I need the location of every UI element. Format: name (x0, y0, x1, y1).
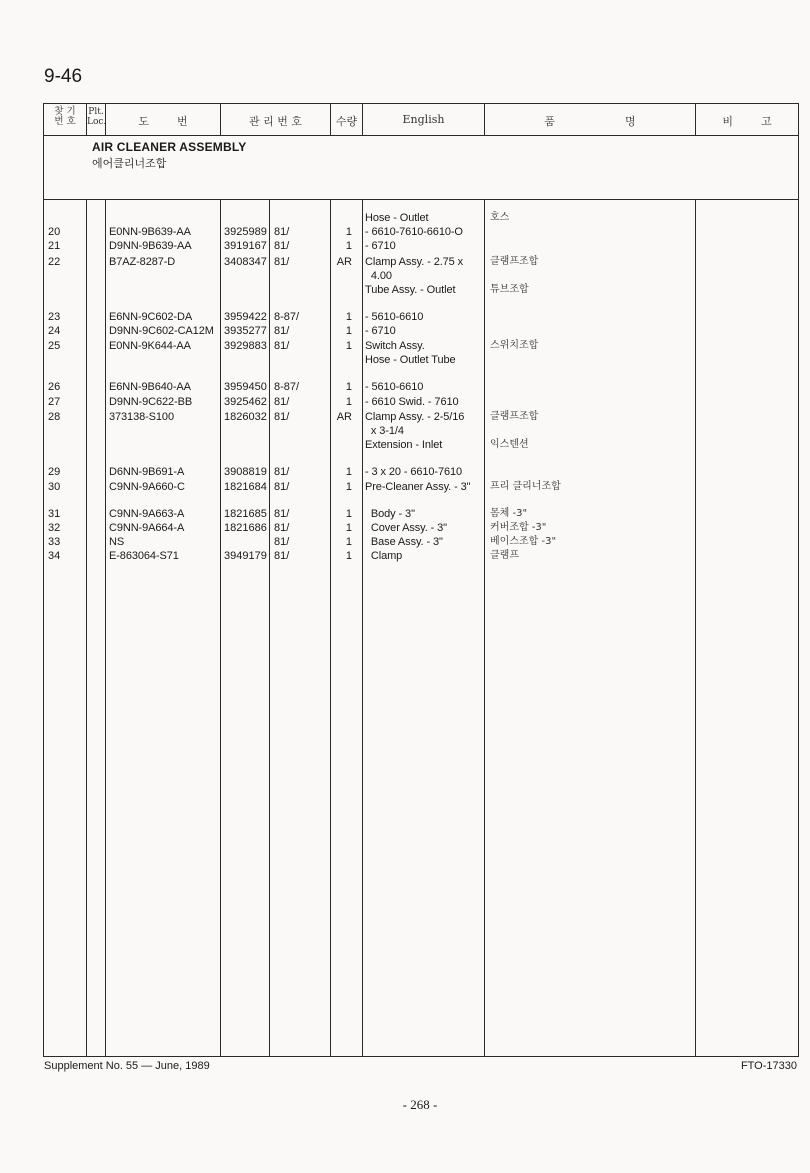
quantity: 1 (345, 381, 352, 393)
management-code: 81/ (274, 256, 290, 268)
header-qty: 수량 (335, 115, 358, 128)
english-description: Cover Assy. - 3" (365, 522, 447, 534)
management-number: 1821685 (224, 508, 267, 520)
ref-number: 23 (48, 311, 61, 323)
part-number: E0NN-9B639-AA (109, 226, 191, 238)
ref-number: 32 (48, 522, 61, 534)
footer-doc-number: FTO-17330 (740, 1060, 797, 1072)
management-number: 3959422 (224, 311, 267, 323)
korean-name: 프리 클리너조합 (490, 481, 561, 492)
table-right-border (798, 103, 799, 1056)
english-description: - 6610 Swid. - 7610 (365, 396, 459, 408)
ref-number: 21 (48, 240, 61, 252)
english-description: Clamp Assy. - 2-5/16 (365, 411, 465, 423)
part-number: E6NN-9C602-DA (109, 311, 193, 323)
ref-number: 26 (48, 381, 61, 393)
english-description: Pre-Cleaner Assy. - 3" (365, 481, 471, 493)
english-description: Clamp (365, 550, 403, 562)
korean-name: 튜브조합 (490, 284, 529, 295)
english-description: x 3-1/4 (365, 425, 404, 437)
ref-number: 25 (48, 340, 61, 352)
korean-name: 클램프조합 (490, 256, 539, 267)
quantity: AR (336, 411, 352, 423)
part-number: C9NN-9A664-A (109, 522, 185, 534)
english-description: - 6710 (365, 325, 396, 337)
ref-number: 33 (48, 536, 61, 548)
management-code: 8-87/ (274, 381, 300, 393)
management-code: 81/ (274, 325, 290, 337)
management-code: 81/ (274, 396, 290, 408)
part-number: D9NN-9B639-AA (109, 240, 192, 252)
quantity: AR (336, 256, 352, 268)
header-ref-no: 찾 기 번 호 (54, 106, 76, 127)
col-divider-mgmt (330, 199, 331, 1056)
management-number: 3959450 (224, 381, 267, 393)
quantity: 1 (345, 466, 352, 478)
ref-number: 30 (48, 481, 61, 493)
part-number: C9NN-9A660-C (109, 481, 185, 493)
management-number: 1826032 (224, 411, 267, 423)
management-number: 3919167 (224, 240, 267, 252)
part-number: D9NN-9C622-BB (109, 396, 193, 408)
ref-number: 34 (48, 550, 61, 562)
quantity (332, 269, 352, 283)
english-description: - 5610-6610 (365, 381, 424, 393)
part-number: 373138-S100 (109, 411, 174, 423)
footer-page-number: - 268 - (402, 1097, 438, 1112)
table-bottom-border (43, 1056, 799, 1057)
quantity (332, 424, 352, 438)
ref-number: 24 (48, 325, 61, 337)
section-bottom-border (43, 199, 799, 200)
quantity: 1 (345, 508, 352, 520)
korean-name: 베이스조합 -3" (490, 536, 557, 547)
english-description: Hose - Outlet (365, 212, 429, 224)
ref-number: 20 (48, 226, 61, 238)
english-description: Base Assy. - 3" (365, 536, 443, 548)
quantity: 1 (345, 522, 352, 534)
col-divider-korean (695, 199, 696, 1056)
quantity: 1 (345, 240, 352, 252)
english-description: - 5610-6610 (365, 311, 424, 323)
management-code: 8-87/ (274, 311, 300, 323)
management-code: 81/ (274, 481, 290, 493)
table-left-border (43, 103, 44, 1056)
english-description: - 6610-7610-6610-O (365, 226, 463, 238)
ref-number: 22 (48, 256, 61, 268)
management-code: 81/ (274, 550, 290, 562)
col-divider-ref (86, 199, 87, 1056)
korean-name: 스위치조합 (490, 340, 539, 351)
part-number: E6NN-9B640-AA (109, 381, 191, 393)
page-number: 9-46 (44, 66, 83, 87)
english-description: Switch Assy. (365, 340, 425, 352)
header-drawing: 도 번 (138, 115, 188, 128)
quantity: 1 (345, 325, 352, 337)
management-number: 3925462 (224, 396, 267, 408)
management-number: 3925989 (224, 226, 267, 238)
english-description: Extension - Inlet (365, 439, 443, 451)
col-divider-plt (105, 199, 106, 1056)
english-description: Clamp Assy. - 2.75 x (365, 256, 464, 268)
management-code: 81/ (274, 240, 290, 252)
quantity (332, 211, 352, 225)
korean-name: 익스텐션 (490, 439, 529, 450)
header-korean-name: 품 명 (544, 115, 636, 128)
ref-number: 28 (48, 411, 61, 423)
english-description: 4.00 (365, 270, 392, 282)
management-code: 81/ (274, 536, 290, 548)
section-title-korean: 에어클리너조합 (92, 158, 167, 170)
footer-supplement: Supplement No. 55 — June, 1989 (44, 1060, 210, 1072)
header-plt-loc: Plt. Loc. (87, 107, 107, 127)
ref-number: 27 (48, 396, 61, 408)
quantity: 1 (345, 481, 352, 493)
part-number: B7AZ-8287-D (109, 256, 176, 268)
part-number: D9NN-9C602-CA12M (109, 325, 214, 337)
management-code: 81/ (274, 411, 290, 423)
management-number: 1821684 (224, 481, 267, 493)
part-number: E0NN-9K644-AA (109, 340, 191, 352)
ref-number: 31 (48, 508, 61, 520)
english-description: Tube Assy. - Outlet (365, 284, 456, 296)
korean-name: 호스 (490, 212, 510, 223)
management-code: 81/ (274, 226, 290, 238)
management-number: 3949179 (224, 550, 267, 562)
quantity: 1 (345, 340, 352, 352)
quantity (332, 353, 352, 367)
ref-number: 29 (48, 466, 61, 478)
part-number: D6NN-9B691-A (109, 466, 185, 478)
management-number: 3908819 (224, 466, 267, 478)
part-number: NS (109, 536, 125, 548)
quantity: 1 (345, 226, 352, 238)
english-description: - 6710 (365, 240, 396, 252)
korean-name: 클램프조합 (490, 411, 539, 422)
part-number: E-863064-S71 (109, 550, 179, 562)
quantity: 1 (345, 396, 352, 408)
korean-name: 클램프 (490, 550, 519, 561)
col-divider-english (484, 199, 485, 1056)
english-description: - 3 x 20 - 6610-7610 (365, 466, 463, 478)
table-top-border (43, 103, 799, 104)
part-number: C9NN-9A663-A (109, 508, 185, 520)
header-bottom-border (43, 135, 799, 136)
management-number: 3408347 (224, 256, 267, 268)
col-divider-qty (362, 199, 363, 1056)
section-title: AIR CLEANER ASSEMBLY (92, 140, 247, 154)
quantity: 1 (345, 536, 352, 548)
header-mgmt-no: 관 리 번 호 (249, 115, 302, 128)
management-number: 3929883 (224, 340, 267, 352)
col-divider-mgmt-inner (269, 199, 270, 1056)
management-code: 81/ (274, 340, 290, 352)
management-number: 3935277 (224, 325, 267, 337)
korean-name: 몸체 -3" (490, 508, 528, 519)
quantity: 1 (345, 550, 352, 562)
management-code: 81/ (274, 508, 290, 520)
header-english: English (402, 113, 445, 126)
management-code: 81/ (274, 522, 290, 534)
quantity (332, 283, 352, 297)
management-code: 81/ (274, 466, 290, 478)
english-description: Body - 3" (365, 508, 415, 520)
header-remarks: 비 고 (722, 115, 772, 128)
col-divider-drawing (220, 199, 221, 1056)
english-description: Hose - Outlet Tube (365, 354, 456, 366)
korean-name: 커버조합 -3" (490, 522, 547, 533)
quantity: 1 (345, 311, 352, 323)
quantity (332, 438, 352, 452)
management-number: 1821686 (224, 522, 267, 534)
